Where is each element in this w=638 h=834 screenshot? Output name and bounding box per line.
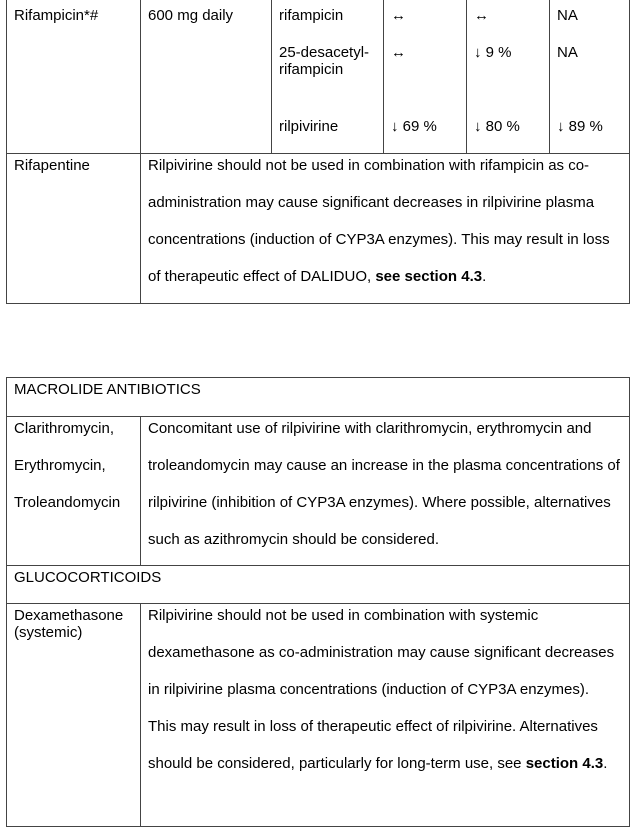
recommendation-cell <box>140 154 629 304</box>
drug-cell <box>7 604 140 827</box>
recommendation-text: Rilpivirine should not be used in combination with systemic dexamethasone as co-administration may cause significant decreases in rilpivirine plasma concentrations (induction of CYP3A enzymes). This may result in loss of therapeutic effect of rilpivirine. Alternatives should be considered, particularly for long-term use, see section 4.3. <box>148 607 615 772</box>
cmax-3: ↓ 89 % <box>557 118 603 135</box>
analyte-cell <box>271 0 383 153</box>
cmax-2: NA <box>557 44 578 61</box>
drug-cell <box>7 0 140 153</box>
interaction-table-rifamycins <box>6 0 630 304</box>
section-title: GLUCOCORTICOIDS <box>14 569 162 586</box>
analyte-1: rifampicin <box>279 7 344 24</box>
drug-cell <box>7 154 140 304</box>
dose-text: 600 mg daily <box>148 7 234 24</box>
analyte-2: 25-desacetyl-rifampicin <box>279 44 370 78</box>
drug-name-1: Clarithromycin, <box>14 420 115 437</box>
table-row-macrolides <box>7 416 629 566</box>
drug-name: Dexamethasone (systemic) <box>14 607 124 641</box>
drug-name-2: Erythromycin, <box>14 457 106 474</box>
drug-name: Rifampicin*# <box>14 7 99 24</box>
recommendation-cell <box>140 604 629 827</box>
cmin-cell <box>466 0 549 153</box>
auc-3: ↓ 69 % <box>391 118 437 135</box>
section-title: MACROLIDE ANTIBIOTICS <box>14 381 201 398</box>
cmin-3: ↓ 80 % <box>474 118 520 135</box>
interaction-table-antibiotics-glucocorticoids <box>6 377 630 827</box>
table-row-rifapentine <box>7 153 629 304</box>
table-row-rifampicin <box>7 0 629 153</box>
auc-1: ↔ <box>391 7 406 24</box>
drug-name: Rifapentine <box>14 157 90 174</box>
cmin-2: ↓ 9 % <box>474 44 512 61</box>
cmax-cell <box>549 0 629 153</box>
cmax-1: NA <box>557 7 578 24</box>
table-row-dexamethasone <box>7 603 629 827</box>
recommendation-text: Concomitant use of rilpivirine with clarithromycin, erythromycin and troleandomycin may cause an increase in the plasma concentrations of rilpivirine (inhibition of CYP3A enzymes). Where possible, alternatives such as azithromycin should be considered. <box>148 420 620 548</box>
analyte-3: rilpivirine <box>279 118 339 135</box>
section-reference: section 4.3 <box>525 755 604 772</box>
auc-cell <box>383 0 466 153</box>
recommendation-cell <box>140 417 629 566</box>
cmin-1: ↔ <box>474 7 489 24</box>
drug-name-3: Troleandomycin <box>14 494 121 511</box>
dose-cell <box>140 0 271 153</box>
auc-2: ↔ <box>391 44 406 61</box>
drug-cell <box>7 417 140 566</box>
recommendation-text: Rilpivirine should not be used in combination with rifampicin as co-administration may cause significant decreases in rilpivirine plasma concentrations (induction of CYP3A enzymes). This may result in loss of therapeutic effect of DALIDUO, see section 4.3. <box>148 157 610 285</box>
section-reference: see section 4.3 <box>375 268 483 285</box>
